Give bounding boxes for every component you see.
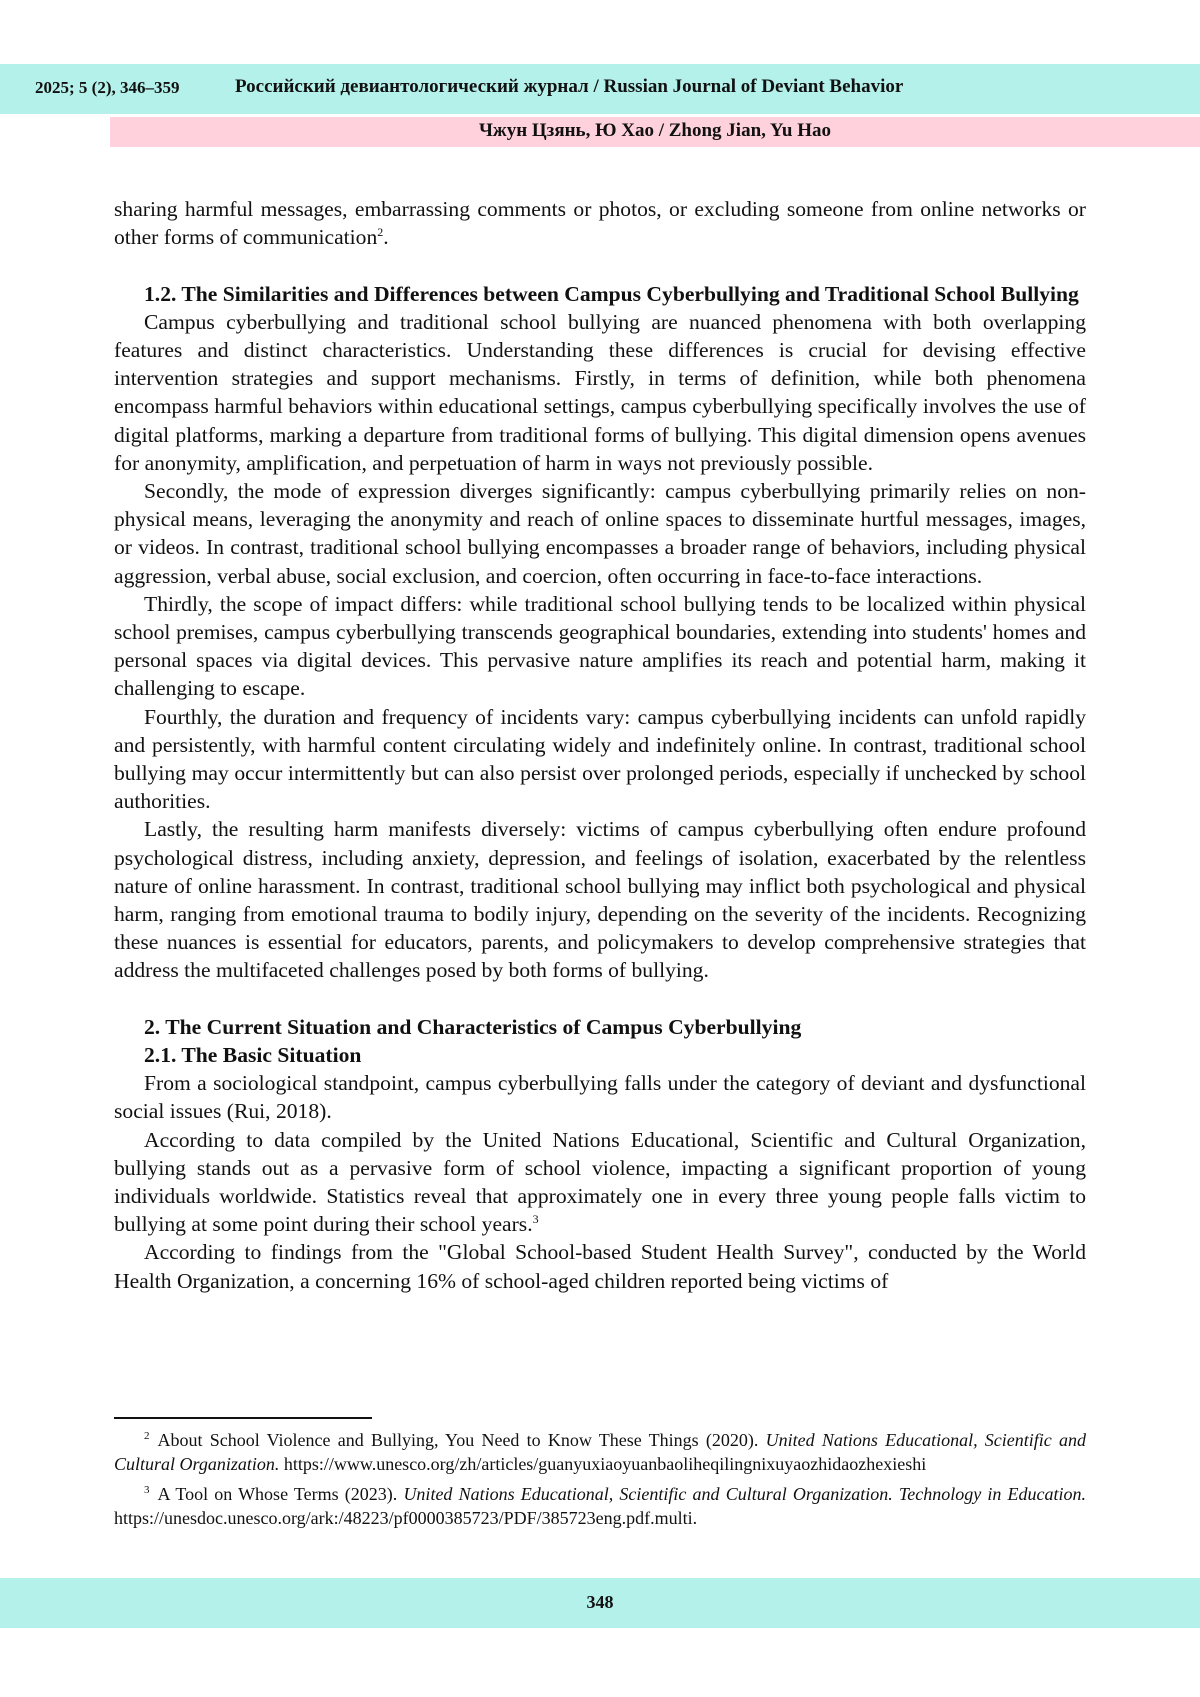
footnote-source: United Nations Educational, Scientific and Cultural Organization.	[114, 1430, 1086, 1474]
paragraph: According to findings from the "Global School-based Student Health Survey", conducted by the World Health Organization, a concerning 16% of school-aged children reported being victims of	[114, 1240, 1086, 1293]
paragraph: Campus cyberbullying and traditional school bullying are nuanced phenomena with both overlapping features and distinct characteristics. Understanding these differences is crucial for devising effective intervention strategies and support mechanisms. Firstly, in terms of definition, while both phenomena encompass harmful behaviors within educational settings, campus cyberbullying specifically involves the use of digital platforms, marking a departure from traditional forms of bullying. This digital dimension opens avenues for anonymity, amplification, and perpetuation of harm in ways not previously possible.	[114, 309, 1086, 475]
paragraph: Fourthly, the duration and frequency of incidents vary: campus cyberbullying incidents can unfold rapidly and persistently, with harmful content circulating widely and indefinitely online. In contrast, traditional school bullying may occur intermittently but can also persist over prolonged periods, especially if unchecked by school authorities.	[114, 704, 1086, 814]
footnote-source: United Nations Educational, Scientific and Cultural Organization. Technology in Education.	[403, 1484, 1087, 1504]
paragraph: Thirdly, the scope of impact differs: while traditional school bullying tends to be localized within physical school premises, campus cyberbullying transcends geographical boundaries, extending into students' homes and personal spaces via digital devices. This pervasive nature amplifies its reach and potential harm, making it challenging to escape.	[114, 591, 1086, 701]
section-heading: 2. The Current Situation and Characteristics of Campus Cyberbullying	[144, 1014, 802, 1039]
journal-title: Российский девиантологический журнал / Russian Journal of Deviant Behavior	[235, 76, 904, 97]
footnote: $^2$ About School Violence and Bullying, You Need to Know These Things (2020). United Nations Educational, Scientific and Cultural Organization. https://www.unesco.org/zh/articles/guanyuxiaoyuanbaoliheqilingnixuyaozhidaozhexieshi	[114, 1430, 1086, 1474]
article-body	[114, 195, 1086, 1295]
footnote-divider	[114, 1417, 372, 1419]
footnote-ref[interactable]: 3	[532, 1212, 539, 1227]
page-number: 348	[586, 1592, 614, 1612]
footnote-ref[interactable]: 2	[377, 225, 384, 240]
paragraph: According to data compiled by the United Nations Educational, Scientific and Cultural Organization, bullying stands out as a pervasive form of school violence, impacting a significant proportion of young individuals worldwide. Statistics reveal that approximately one in every three young people falls victim to bullying at some point during their school years.$^3$	[114, 1127, 1086, 1237]
footnote-number: 2	[144, 1430, 150, 1442]
footnote-link[interactable]: https://www.unesco.org/zh/articles/guanyuxiaoyuanbaoliheqilingnixuyaozhidaozhexieshi	[279, 1454, 927, 1474]
footnote: $^3$ A Tool on Whose Terms (2023). United Nations Educational, Scientific and Cultural Organization. Technology in Education. https://unesdoc.unesco.org/ark:/48223/pf0000385723/PDF/385723eng.pdf.multi.	[114, 1484, 1087, 1528]
paragraph: Lastly, the resulting harm manifests diversely: victims of campus cyberbullying often endure profound psychological distress, including anxiety, depression, and feelings of isolation, exacerbated by the relentless nature of online harassment. In contrast, traditional school bullying may inflict both psychological and physical harm, ranging from emotional trauma to bodily injury, depending on the severity of the incidents. Recognizing these nuances is essential for educators, parents, and policymakers to develop comprehensive strategies that address the multifaceted challenges posed by both forms of bullying.	[114, 817, 1086, 983]
paragraph: Secondly, the mode of expression diverges significantly: campus cyberbullying primarily relies on non-physical means, leveraging the anonymity and reach of online spaces to disseminate hurtful messages, images, or videos. In contrast, traditional school bullying encompasses a broader range of behaviors, including physical aggression, verbal abuse, social exclusion, and coercion, often occurring in face-to-face interactions.	[114, 479, 1086, 588]
subsection-heading: 2.1. The Basic Situation	[144, 1043, 362, 1068]
footnotes	[114, 1428, 1086, 1536]
authors-line: Чжун Цзянь, Ю Хао / Zhong Jian, Yu Hao	[478, 120, 832, 141]
paragraph: sharing harmful messages, embarrassing comments or photos, or excluding someone from online networks or other forms of communication$^2$.	[114, 197, 1086, 250]
citation-info: 2025; 5 (2), 346–359	[35, 78, 180, 97]
paragraph: From a sociological standpoint, campus cyberbullying falls under the category of deviant and dysfunctional social issues (Rui, 2018).	[114, 1071, 1086, 1124]
footnote-link[interactable]: https://unesdoc.unesco.org/ark:/48223/pf0000385723/PDF/385723eng.pdf.multi.	[114, 1508, 698, 1528]
footnote-number: 3	[144, 1484, 150, 1496]
section-heading: 1.2. The Similarities and Differences between Campus Cyberbullying and Traditional School Bullying	[144, 281, 1079, 306]
